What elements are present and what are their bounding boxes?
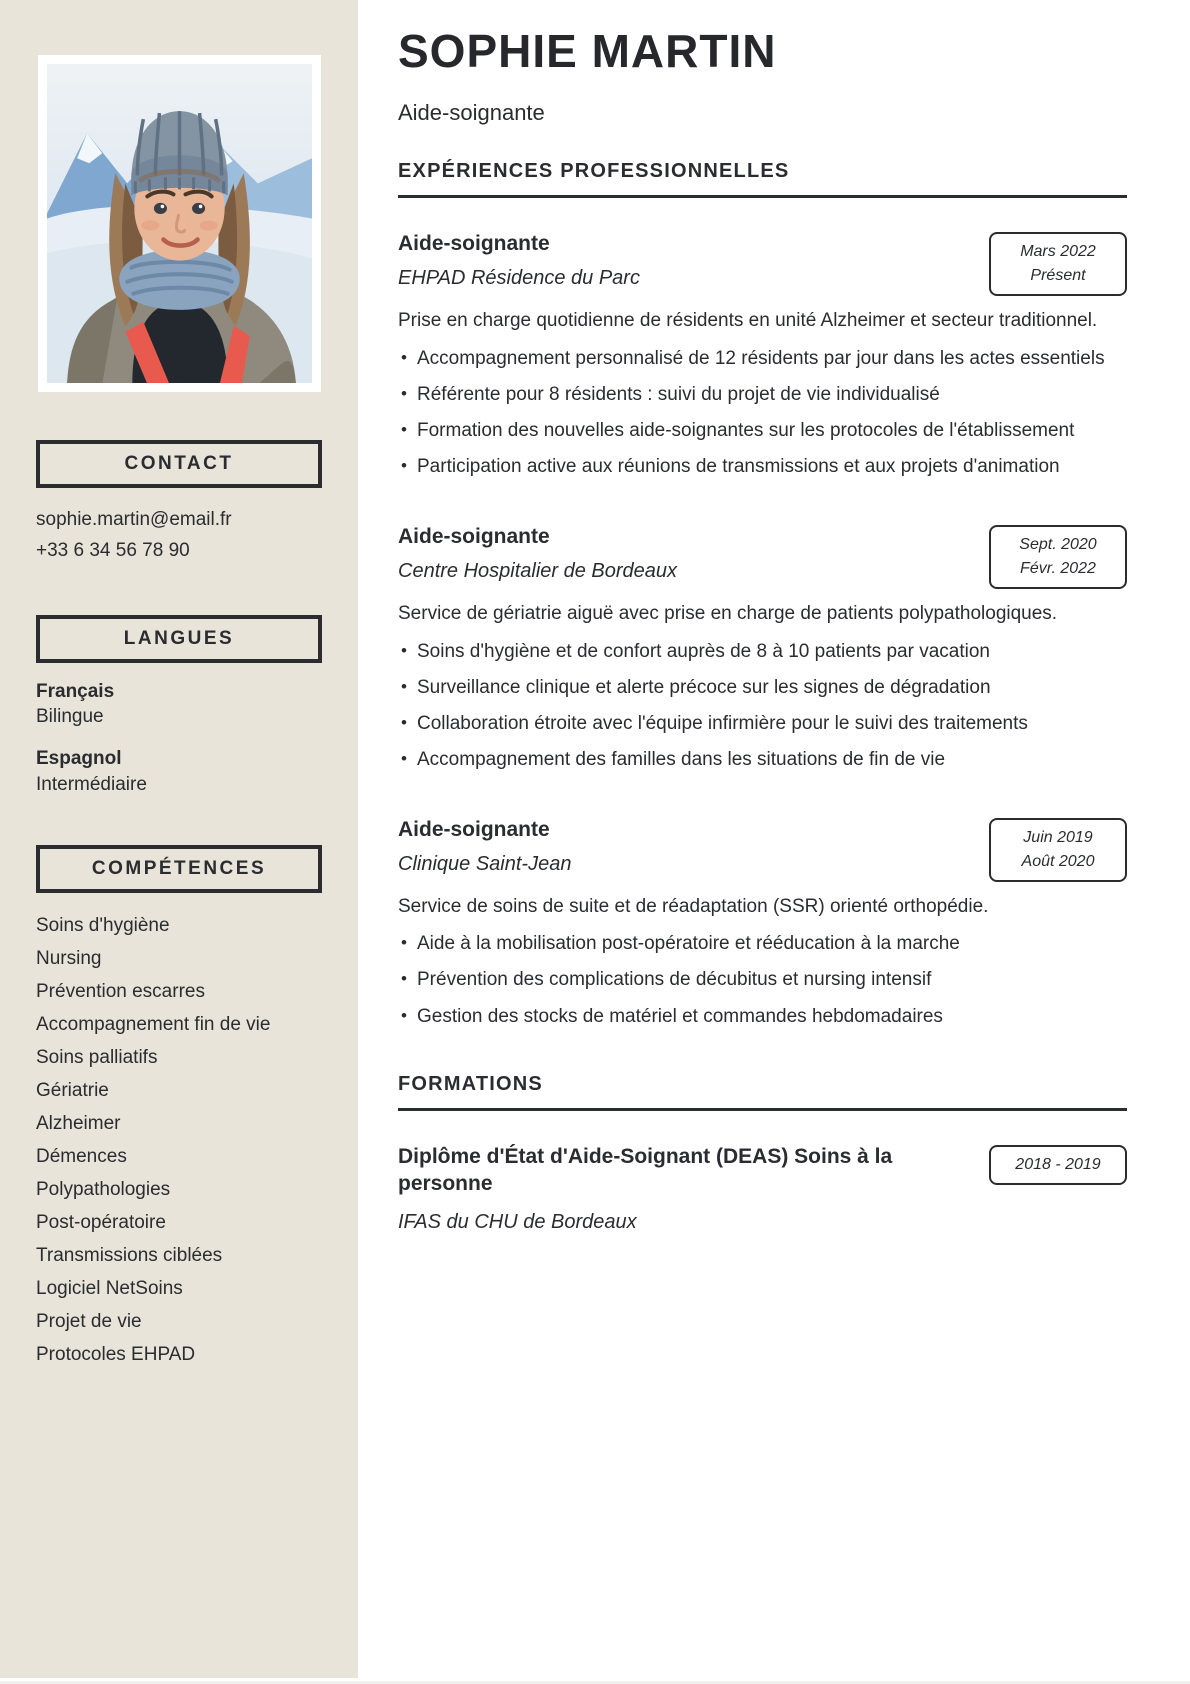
experience-bullet: • Participation active aux réunions de transmissions et aux projets d'animation [398,454,1127,479]
skill-item: Transmissions ciblées [36,1245,223,1267]
skill-item: Polypathologies [36,1179,171,1201]
contact-header [36,440,322,488]
profile-photo [38,55,321,392]
experience-description: Prise en charge quotidienne de résidents en unité Alzheimer et secteur traditionnel. [398,310,1098,331]
experience-bullet: • Prévention des complications de décubitus et nursing intensif [398,967,1127,992]
skill-item: Démences [36,1146,127,1168]
experience-company: Centre Hospitalier de Bordeaux [398,560,678,583]
skill-item: Projet de vie [36,1311,142,1333]
skill-list [36,909,322,1371]
skills-header [36,845,322,893]
languages-header [36,615,322,663]
formation-header [398,1143,1127,1198]
experience-titles [398,523,677,583]
skill-item: Soins d'hygiène [36,915,170,937]
language-name: Français [36,680,115,702]
experience-date-badge [989,818,1127,882]
contact-phone: +33 6 34 56 78 90 [36,540,190,562]
experience-title: Aide-soignante [398,817,550,841]
formations-section-title: FORMATIONS [398,1073,1127,1111]
skill-item: Prévention escarres [36,981,205,1003]
person-job-title: Aide-soignante [398,100,545,125]
experience-header [398,230,1127,296]
language-level: Bilingue [36,706,104,728]
experience-bullet: • Gestion des stocks de matériel et commandes hebdomadaires [398,1004,1127,1029]
experience-bullet: • Surveillance clinique et alerte précoce sur les signes de dégradation [398,675,1127,700]
experience-bullet-list [398,931,1127,1028]
skill-item: Alzheimer [36,1113,121,1135]
date-start: Juin 2019 [1023,828,1093,846]
languages-section [36,615,322,798]
formation-date: 2018 - 2019 [1015,1155,1101,1173]
formation-school: IFAS du CHU de Bordeaux [398,1211,637,1234]
experience-company: Clinique Saint-Jean [398,853,572,876]
sidebar [0,0,358,1678]
contact-section [36,440,322,567]
language-name: Espagnol [36,747,122,769]
experience-bullet: • Formation des nouvelles aide-soignantes sur les protocoles de l'établissement [398,418,1127,443]
experience-date-badge [989,525,1127,589]
person-name: SOPHIE MARTIN [398,25,777,77]
languages-title: LANGUES [123,627,235,649]
date-end: Présent [1030,267,1086,284]
language-item [36,746,322,797]
experience-company: EHPAD Résidence du Parc [398,267,640,290]
experience-title: Aide-soignante [398,524,550,548]
date-start: Mars 2022 [1020,243,1096,260]
experience-description: Service de gériatrie aiguë avec prise en charge de patients polypathologiques. [398,602,1058,624]
skill-item: Protocoles EHPAD [36,1344,196,1366]
skill-item: Soins palliatifs [36,1047,158,1069]
contact-title: CONTACT [124,453,234,474]
experience-header [398,816,1127,882]
language-item [36,679,322,730]
experience-bullet: • Soins d'hygiène et de confort auprès de 8 à 10 patients par vacation [398,639,1127,664]
experience-bullet: • Référente pour 8 résidents : suivi du projet de vie individualisé [398,382,1127,407]
experience-entry [398,523,1127,772]
formation-date-badge [989,1145,1127,1185]
formation-title: Diplôme d'État d'Aide-Soignant (DEAS) Soins à la personne [398,1144,893,1195]
experience-titles [398,816,571,876]
skill-item: Post-opératoire [36,1212,166,1234]
experience-entry [398,230,1127,479]
experience-bullet-list [398,639,1127,772]
experience-title: Aide-soignante [398,232,550,255]
experience-bullet-list [398,346,1127,479]
skills-section [36,845,322,1371]
experience-bullet: • Aide à la mobilisation post-opératoire et rééducation à la marche [398,931,1127,956]
skill-item: Accompagnement fin de vie [36,1014,271,1036]
language-level: Intermédiaire [36,773,147,795]
experience-bullet: • Accompagnement personnalisé de 12 résidents par jour dans les actes essentiels [398,346,1127,371]
formation-entry [398,1143,1127,1235]
contact-email: sophie.martin@email.fr [36,509,232,530]
main-column [398,0,1127,1234]
portrait-illustration [47,64,312,383]
experience-header [398,523,1127,589]
date-end: Févr. 2022 [1020,559,1096,577]
skills-title: COMPÉTENCES [91,858,267,880]
date-start: Sept. 2020 [1019,535,1097,553]
experience-date-badge [989,232,1127,296]
skill-item: Gériatrie [36,1080,109,1102]
skill-item: Nursing [36,948,102,970]
skill-item: Logiciel NetSoins [36,1278,183,1300]
formation-titles [398,1143,918,1198]
experience-bullet: • Accompagnement des familles dans les situations de fin de vie [398,747,1127,772]
experience-entry [398,816,1127,1029]
experiences-section-title: EXPÉRIENCES PROFESSIONNELLES [398,160,1127,198]
date-end: Août 2020 [1021,852,1095,870]
experience-description: Service de soins de suite et de réadaptation (SSR) orienté orthopédie. [398,895,989,917]
experience-titles [398,230,640,290]
experience-bullet: • Collaboration étroite avec l'équipe infirmière pour le suivi des traitements [398,711,1127,736]
